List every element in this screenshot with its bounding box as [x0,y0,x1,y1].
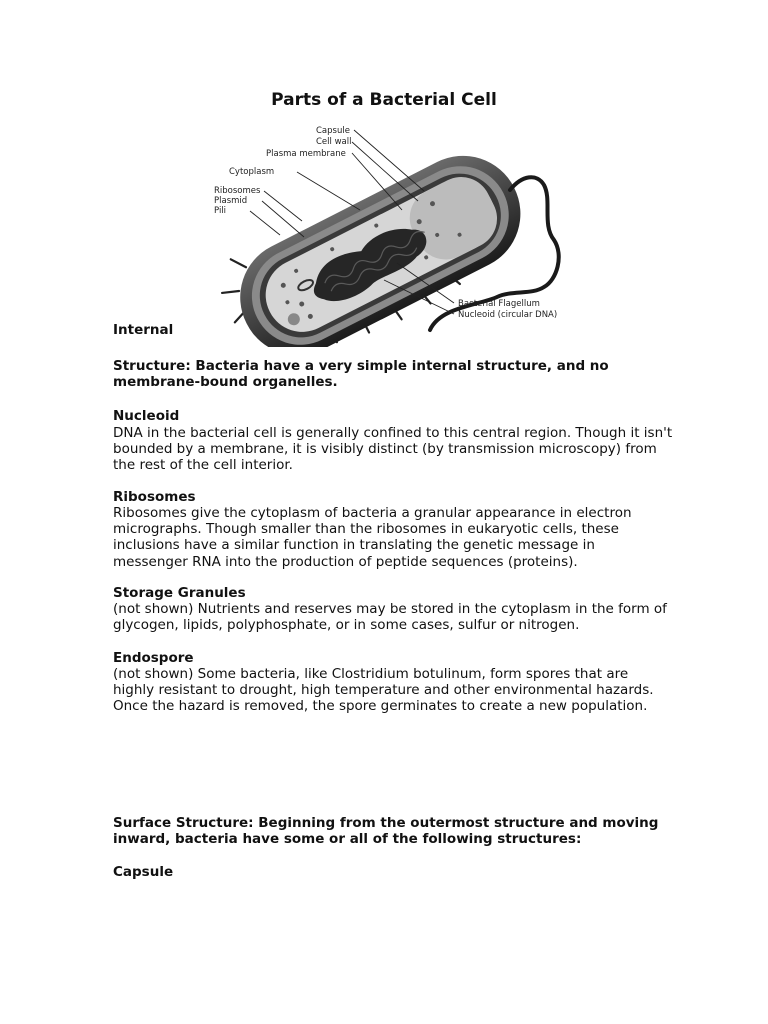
storage-granules-heading: Storage Granules [113,585,246,601]
bacterial-cell-illustration [192,115,576,347]
nucleoid-heading: Nucleoid [113,408,180,424]
label-cell-wall: Cell wall [316,137,352,147]
storage-granules-text: (not shown) Nutrients and reserves may be stored in the cytoplasm in the form of glycogen, lipids, polyphosphate, or in some cases, sulfur or nitrogen. [113,601,667,634]
nucleoid-text: DNA in the bacterial cell is generally confined to this central region. Though it isn't bounded by a membrane, it is visibly distinct (by transmission microscopy) from the rest of the cell interior. [113,425,673,474]
label-nucleoid: Nucleoid (circular DNA) [458,310,558,320]
capsule-heading: Capsule [113,864,174,880]
label-plasma-membrane: Plasma membrane [266,149,346,159]
bacterial-cell-diagram [192,115,576,347]
surface-structure-heading: Surface Structure: Beginning from the outermost structure and moving inward, bacteria have some or all of the following structures: [113,815,659,848]
page-title: Parts of a Bacterial Cell [271,90,497,110]
internal-structure-heading: Structure: Bacteria have a very simple internal structure, and no membrane-bound organelles. [113,358,609,391]
label-pili: Pili [214,206,227,216]
label-capsule: Capsule [316,126,350,136]
label-cytoplasm: Cytoplasm [229,167,275,177]
label-plasmid: Plasmid [214,196,248,206]
endospore-heading: Endospore [113,650,194,666]
label-flagellum: Bacterial Flagellum [458,299,540,309]
label-ribosomes: Ribosomes [214,186,261,196]
internal-heading: Internal [113,322,174,338]
ribosomes-heading: Ribosomes [113,489,196,505]
endospore-text: (not shown) Some bacteria, like Clostridium botulinum, form spores that are highly resistant to drought, high temperature and other environmental hazards. Once the hazard is removed, the spore germinates to create a new population. [113,666,654,715]
ribosomes-text: Ribosomes give the cytoplasm of bacteria a granular appearance in electron micrographs. Though smaller than the ribosomes in eukaryotic cells, these inclusions have a similar function in translating the genetic message in messenger RNA into the production of peptide sequences (proteins). [113,505,632,570]
